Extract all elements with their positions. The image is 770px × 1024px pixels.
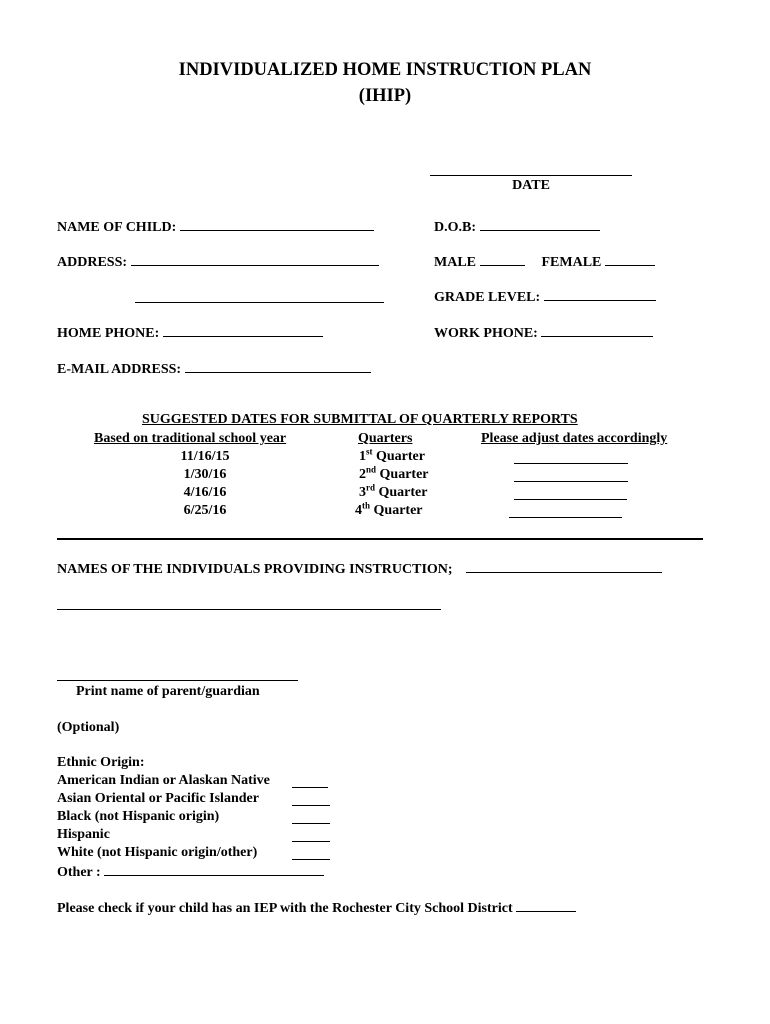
- form-subtitle: (IHIP): [358, 86, 412, 106]
- dob-label: D.O.B:: [434, 220, 476, 235]
- parent-name-line[interactable]: [57, 667, 298, 681]
- adjust-column-header: Please adjust dates accordingly: [481, 431, 668, 446]
- ethnic-option-line[interactable]: [292, 847, 330, 860]
- ethnic-option-line[interactable]: [292, 775, 328, 788]
- ethnic-option-label: Asian Oriental or Pacific Islander: [57, 791, 259, 806]
- ethnic-option-label: White (not Hispanic origin/other): [57, 845, 258, 860]
- instructors-field: [57, 560, 662, 578]
- home-phone-label: HOME PHONE:: [57, 326, 160, 341]
- iep-check-line[interactable]: [516, 899, 576, 912]
- name-of-child-label: NAME OF CHILD:: [57, 220, 177, 235]
- ethnic-option-label: Hispanic: [57, 827, 110, 842]
- form-title: INDIVIDUALIZED HOME INSTRUCTION PLAN: [178, 60, 592, 80]
- quarter-date: 11/16/15: [180, 449, 230, 464]
- male-label: MALE: [434, 255, 476, 270]
- home-phone-line[interactable]: [163, 324, 323, 337]
- female-label: FEMALE: [541, 255, 602, 270]
- ethnic-origin-heading: Ethnic Origin:: [57, 755, 145, 770]
- dates-column-header: Based on traditional school year: [94, 431, 287, 446]
- quarter-date: 1/30/16: [183, 467, 227, 482]
- work-phone-field: [434, 324, 653, 342]
- date-label: DATE: [512, 178, 550, 193]
- ethnic-other-label: Other :: [57, 865, 101, 880]
- quarterly-heading: SUGGESTED DATES FOR SUBMITTAL OF QUARTERLY REPORTS: [142, 412, 578, 427]
- optional-label: (Optional): [57, 720, 120, 735]
- section-divider: [57, 538, 703, 540]
- gender-field: [434, 253, 655, 271]
- grade-level-line[interactable]: [544, 288, 656, 301]
- adjusted-date-line[interactable]: [514, 469, 628, 482]
- adjusted-date-line[interactable]: [514, 487, 627, 500]
- work-phone-label: WORK PHONE:: [434, 326, 538, 341]
- ethnic-option-line[interactable]: [292, 793, 330, 806]
- name-of-child-line[interactable]: [180, 218, 374, 231]
- print-name-label: Print name of parent/guardian: [76, 684, 260, 699]
- dob-line[interactable]: [480, 218, 600, 231]
- iep-question: Please check if your child has an IEP with the Rochester City School District: [57, 901, 513, 916]
- email-field: [57, 360, 371, 378]
- email-label: E-MAIL ADDRESS:: [57, 362, 182, 377]
- ethnic-other-field: [57, 863, 324, 881]
- dob-field: [434, 218, 600, 236]
- instructors-line-2[interactable]: [57, 596, 441, 610]
- address-line-1[interactable]: [131, 253, 379, 266]
- address-line-2[interactable]: [135, 289, 384, 303]
- quarter-date: 4/16/16: [183, 485, 227, 500]
- address-label: ADDRESS:: [57, 255, 128, 270]
- address-field: [57, 253, 379, 271]
- ethnic-option-line[interactable]: [292, 811, 330, 824]
- work-phone-line[interactable]: [541, 324, 653, 337]
- ethnic-option-line[interactable]: [292, 829, 330, 842]
- grade-level-field: [434, 288, 656, 306]
- quarter-label: 2nd Quarter: [359, 464, 429, 482]
- quarters-column-header: Quarters: [358, 431, 413, 446]
- ethnic-option-label: Black (not Hispanic origin): [57, 809, 220, 824]
- instructors-label-text: NAMES OF THE INDIVIDUALS PROVIDING INSTRUCTION;: [57, 562, 453, 577]
- quarter-label: 4th Quarter: [355, 500, 423, 518]
- date-line[interactable]: [430, 162, 632, 176]
- adjusted-date-line[interactable]: [509, 505, 622, 518]
- email-line[interactable]: [185, 360, 371, 373]
- ethnic-option-label: American Indian or Alaskan Native: [57, 773, 270, 788]
- instructors-line-1[interactable]: [466, 560, 662, 573]
- home-phone-field: [57, 324, 323, 342]
- iep-field: [57, 899, 576, 917]
- name-of-child-field: [57, 218, 374, 236]
- grade-level-label: GRADE LEVEL:: [434, 290, 541, 305]
- quarter-label: 1st Quarter: [359, 446, 425, 464]
- quarter-date: 6/25/16: [183, 503, 227, 518]
- male-line[interactable]: [480, 253, 525, 266]
- quarter-label: 3rd Quarter: [359, 482, 428, 500]
- ethnic-other-line[interactable]: [104, 863, 324, 876]
- female-line[interactable]: [605, 253, 655, 266]
- adjusted-date-line[interactable]: [514, 451, 628, 464]
